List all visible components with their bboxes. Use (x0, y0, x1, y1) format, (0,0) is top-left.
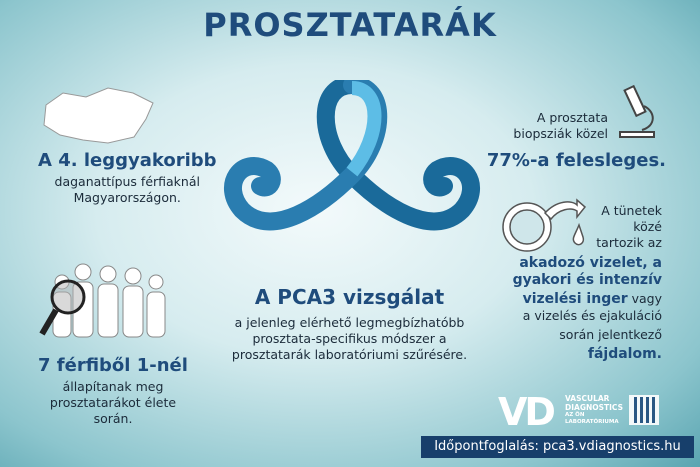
awareness-ribbon-icon (222, 80, 482, 250)
symptoms: A tünetek közé tartozik az akadozó vizelet, a gyakori és intenzív vizelési inger vagy a vizelés és ejakuláció során jelentkező fájdalom. (512, 203, 662, 362)
stat-rank: A 4. leggyakoribb daganattípus férfiaknál Magyarországon. (38, 150, 217, 205)
hungary-map-icon (38, 85, 158, 147)
pca3-section: A PCA3 vizsgálat a jelenleg elérhető legmegbízhatóbb prosztata-specifikus módszer a prosztatarák laboratóriumi szűrésére. (231, 285, 468, 362)
biopsy-stat: A prosztata biopsziák közel (513, 110, 608, 141)
biopsy-headline: 77%-a felesleges. (486, 150, 666, 171)
vd-logo: VD (498, 390, 553, 434)
qr-code[interactable] (629, 395, 659, 425)
microscope-icon (612, 84, 662, 140)
stat-incidence: 7 férfiből 1-nél állapítanak meg prosztatarákot élete során. (38, 355, 188, 426)
men-group-icon (38, 262, 173, 342)
booking-link[interactable]: Időpontfoglalás: pca3.vdiagnostics.hu (421, 436, 694, 458)
page-title: PROSZTATARÁK (203, 6, 497, 44)
logo-text: VASCULAR DIAGNOSTICS AZ ÖN LABORATÓRIUMA (565, 394, 623, 425)
